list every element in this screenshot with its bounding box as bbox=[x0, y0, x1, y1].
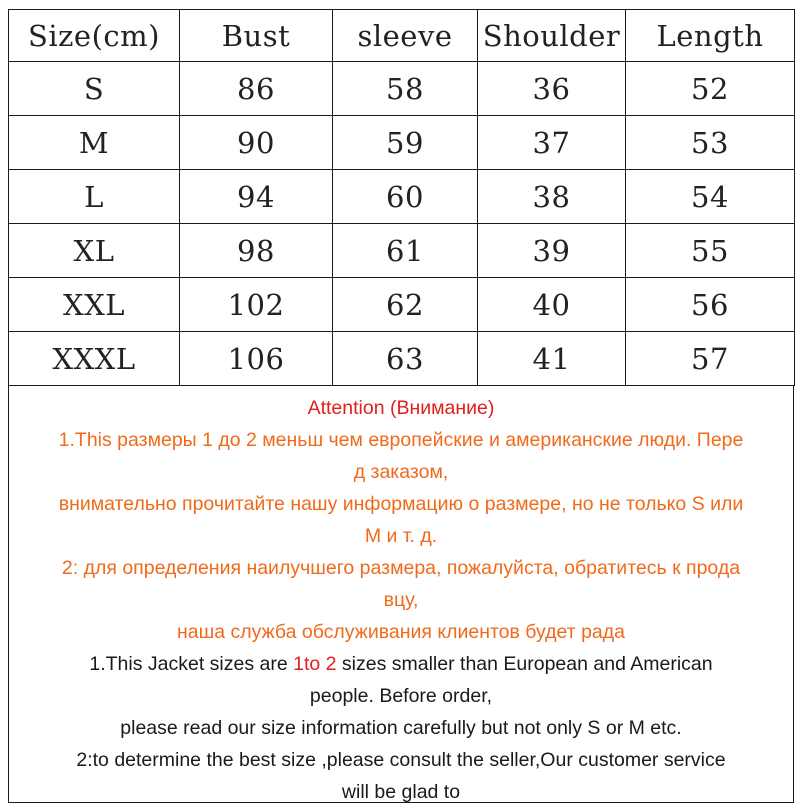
cell-bust: 98 bbox=[180, 224, 333, 278]
header-bust: Bust bbox=[180, 10, 333, 62]
table-row bbox=[9, 278, 795, 332]
cell-sleeve: 63 bbox=[333, 332, 478, 386]
note-ru-line: внимательно прочитайте нашу информацию о размере, но не только S или bbox=[58, 493, 744, 515]
cell-length: 52 bbox=[626, 62, 795, 116]
cell-sleeve: 59 bbox=[333, 116, 478, 170]
cell-size: XXL bbox=[9, 278, 180, 332]
table-row bbox=[9, 332, 795, 386]
cell-size: XXXL bbox=[9, 332, 180, 386]
table-row bbox=[9, 170, 795, 224]
cell-sleeve: 61 bbox=[333, 224, 478, 278]
note-ru-line: вцу, bbox=[383, 589, 419, 611]
cell-size: M bbox=[9, 116, 180, 170]
header-size: Size(cm) bbox=[9, 10, 180, 62]
cell-length: 55 bbox=[626, 224, 795, 278]
cell-size: XL bbox=[9, 224, 180, 278]
cell-shoulder: 39 bbox=[478, 224, 626, 278]
table-row bbox=[9, 224, 795, 278]
header-sleeve: sleeve bbox=[333, 10, 478, 62]
note-ru-line: д заказом, bbox=[353, 461, 449, 483]
cell-shoulder: 36 bbox=[478, 62, 626, 116]
cell-sleeve: 60 bbox=[333, 170, 478, 224]
cell-length: 53 bbox=[626, 116, 795, 170]
note-en-line bbox=[9, 648, 793, 680]
header-shoulder: Shoulder bbox=[478, 10, 626, 62]
cell-bust: 86 bbox=[180, 62, 333, 116]
cell-shoulder: 40 bbox=[478, 278, 626, 332]
cell-size: L bbox=[9, 170, 180, 224]
cell-bust: 106 bbox=[180, 332, 333, 386]
note-en-line: will be glad to bbox=[341, 781, 461, 803]
note-en-text: sizes smaller than European and American bbox=[336, 653, 713, 675]
cell-sleeve: 58 bbox=[333, 62, 478, 116]
size-notes-box bbox=[8, 386, 794, 803]
note-ru-line: M и т. д. bbox=[364, 525, 438, 547]
cell-length: 57 bbox=[626, 332, 795, 386]
size-chart-sheet bbox=[8, 9, 794, 803]
cell-length: 54 bbox=[626, 170, 795, 224]
cell-bust: 102 bbox=[180, 278, 333, 332]
cell-shoulder: 38 bbox=[478, 170, 626, 224]
note-en-line: please read our size information carefully but not only S or M etc. bbox=[120, 717, 682, 739]
note-en-line: people. Before order, bbox=[309, 685, 493, 707]
size-table bbox=[8, 9, 795, 386]
cell-shoulder: 37 bbox=[478, 116, 626, 170]
header-length: Length bbox=[626, 10, 795, 62]
cell-bust: 94 bbox=[180, 170, 333, 224]
note-ru-line: 1.This размеры 1 до 2 меньш чем европейские и американские люди. Пере bbox=[58, 429, 744, 451]
cell-size: S bbox=[9, 62, 180, 116]
note-en-line: 2:to determine the best size ,please consult the seller,Our customer service bbox=[76, 749, 726, 771]
attention-heading: Attention (Внимание) bbox=[307, 397, 495, 419]
table-row bbox=[9, 116, 795, 170]
note-ru-line: наша служба обслуживания клиентов будет рада bbox=[177, 621, 625, 643]
note-ru-line: 2: для определения наилучшего размера, пожалуйста, обратитесь к прода bbox=[61, 557, 741, 579]
note-en-highlight: 1to 2 bbox=[293, 653, 337, 675]
cell-bust: 90 bbox=[180, 116, 333, 170]
cell-shoulder: 41 bbox=[478, 332, 626, 386]
cell-length: 56 bbox=[626, 278, 795, 332]
note-en-text: 1.This Jacket sizes are bbox=[89, 653, 294, 675]
table-header-row bbox=[9, 10, 795, 62]
table-row bbox=[9, 62, 795, 116]
cell-sleeve: 62 bbox=[333, 278, 478, 332]
